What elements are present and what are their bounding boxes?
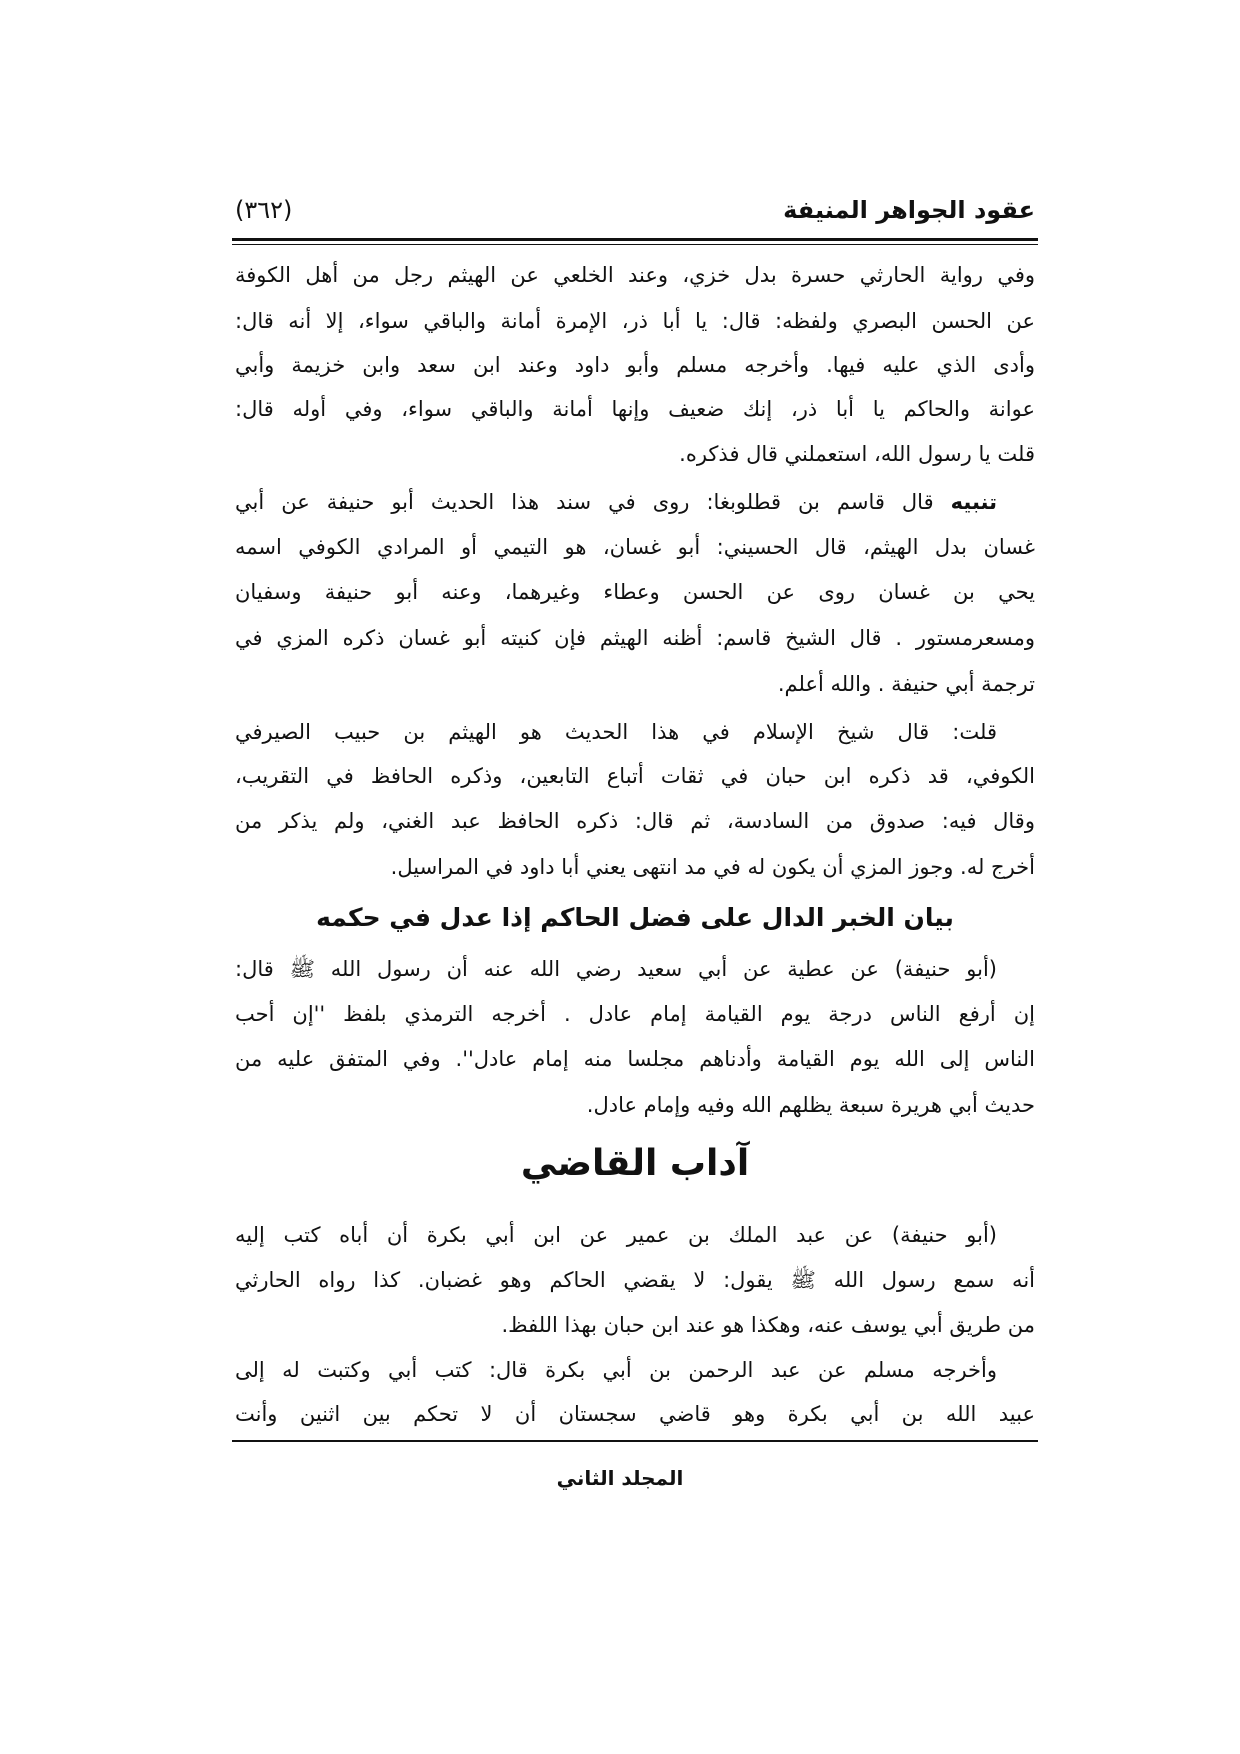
chapter-heading: آداب القاضي <box>520 1143 750 1184</box>
text-line: وأدى الذي عليه فيها. وأخرجه مسلم وأبو داود وعند ابن سعد وابن خزيمة وأبي <box>235 353 1035 377</box>
page-number: (٣٦٢) <box>235 196 293 224</box>
text-line: الناس إلى الله يوم القيامة وأدناهم مجلسا منه إمام عادل''. وفي المتفق عليه من <box>235 1047 1035 1071</box>
text-line: قلت: قال شيخ الإسلام في هذا الحديث هو الهيثم بن حبيب الصيرفي <box>235 720 997 744</box>
text-line: إن أرفع الناس درجة يوم القيامة إمام عادل . أخرجه الترمذي بلفظ ''إن أحب <box>235 1002 1035 1026</box>
text-line: (أبو حنيفة) عن عطية عن أبي سعيد رضي الله عنه أن رسول الله ﷺ قال: <box>235 957 997 981</box>
text-line <box>235 480 997 524</box>
footer-rule <box>232 1440 1038 1442</box>
text-line: حديث أبي هريرة سبعة يظلهم الله وفيه وإمام عادل. <box>586 1093 1035 1117</box>
text-line: وقال فيه: صدوق من السادسة، ثم قال: ذكره الحافظ عبد الغني، ولم يذكر من <box>235 809 1035 833</box>
volume-footer: المجلد الثاني <box>556 1466 684 1490</box>
text-line: عوانة والحاكم يا أبا ذر، إنك ضعيف وإنها أمانة والباقي سواء، وفي أوله قال: <box>235 397 1035 421</box>
text-line: ترجمة أبي حنيفة . والله أعلم. <box>777 672 1035 696</box>
header-rule-thick <box>232 238 1038 241</box>
text-line: (أبو حنيفة) عن عبد الملك بن عمير عن ابن أبي بكرة أن أباه كتب إليه <box>235 1223 997 1247</box>
running-head-book-title: عقود الجواهر المنيفة <box>783 196 1035 224</box>
text-line: يحي بن غسان روى عن الحسن وعطاء وغيرهما، وعنه أبو حنيفة وسفيان <box>235 580 1035 604</box>
text-line: من طريق أبي يوسف عنه، وهكذا هو عند ابن حبان بهذا اللفظ. <box>501 1313 1035 1337</box>
text-line: قلت يا رسول الله، استعملني قال فذكره. <box>679 442 1035 466</box>
text-line: وأخرجه مسلم عن عبد الرحمن بن أبي بكرة قال: كتب أبي وكتبت له إلى <box>235 1358 997 1382</box>
section-heading: بيان الخبر الدال على فضل الحاكم إذا عدل في حكمه <box>316 903 954 932</box>
text-line: ومسعرمستور . قال الشيخ قاسم: أظنه الهيثم فإن كنيته أبو غسان ذكره المزي في <box>235 626 1035 650</box>
text-line: غسان بدل الهيثم، قال الحسيني: أبو غسان، هو التيمي أو المرادي الكوفي اسمه <box>235 535 1035 559</box>
text-line: أنه سمع رسول الله ﷺ يقول: لا يقضي الحاكم وهو غضبان. كذا رواه الحارثي <box>235 1268 1035 1292</box>
header-rule-thin <box>232 244 1038 245</box>
text-line: الكوفي، قد ذكره ابن حبان في ثقات أتباع التابعين، وذكره الحافظ في التقريب، <box>235 764 1035 788</box>
text-line-content: قال قاسم بن قطلوبغا: روى في سند هذا الحديث أبو حنيفة عن أبي <box>235 490 951 514</box>
text-line: عبيد الله بن أبي بكرة وهو قاضي سجستان أن لا تحكم بين اثنين وأنت <box>235 1402 1035 1426</box>
text-line: وفي رواية الحارثي حسرة بدل خزي، وعند الخلعي عن الهيثم رجل من أهل الكوفة <box>235 263 1035 287</box>
note-label: تنبيه <box>950 490 997 514</box>
text-line: عن الحسن البصري ولفظه: قال: يا أبا ذر، الإمرة أمانة والباقي سواء، إلا أنه قال: <box>235 309 1035 333</box>
text-line: أخرج له. وجوز المزي أن يكون له في مد انتهى يعني أبا داود في المراسيل. <box>390 855 1035 879</box>
